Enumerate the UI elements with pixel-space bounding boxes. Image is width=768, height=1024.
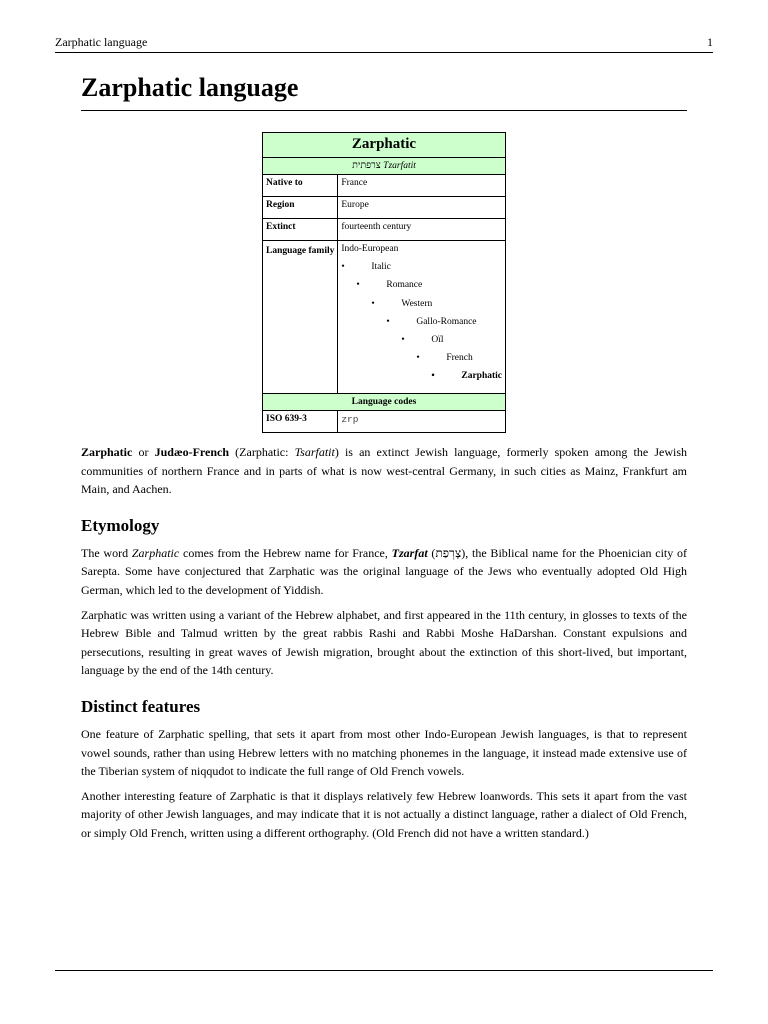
- family-root: Indo-European: [341, 244, 399, 254]
- section-heading-etymology: Etymology: [81, 515, 160, 535]
- infobox-label: Native to: [263, 175, 338, 197]
- family-node: • Italic: [341, 262, 391, 273]
- infobox-label: Extinct: [263, 219, 338, 241]
- infobox-row: [263, 197, 506, 219]
- language-family-tree: [338, 241, 506, 394]
- family-node: • Gallo-Romance: [386, 316, 477, 327]
- intro-paragraph: Zarphatic or Judæo-French (Zarphatic: Tsarfatit) is an extinct Jewish language, formerly spoken among the Jewish communities of northern France and in parts of what is now west-central Germany, in such cities as Mainz, Frankfurt am Main, and Aachen.: [81, 445, 687, 497]
- infobox-value: Europe: [338, 197, 506, 219]
- native-name-latin: Tzarfatit: [383, 161, 416, 171]
- family-node-current: • Zarphatic: [431, 371, 502, 382]
- family-node: • Oïl: [401, 334, 444, 345]
- etymology-paragraph: Zarphatic was written using a variant of the Hebrew alphabet, and first appeared in the 11th century, in glosses to texts of the Hebrew Bible and Talmud written by the great rabbis Rashi and Rabbi Moshe HaDarshan. Constant expulsions and persecutions, resulting in great waves of Jewish migration, brought about the extinction of this short-lived, but important, language by the end of the 14th century.: [81, 607, 687, 678]
- infobox-native-name: [263, 158, 506, 175]
- infobox-label: Region: [263, 197, 338, 219]
- page-number: 1: [707, 35, 713, 49]
- iso-label: ISO 639-3: [263, 410, 338, 432]
- native-name-hebrew: צרפתית: [352, 161, 381, 171]
- article-body: [81, 443, 687, 849]
- infobox-value: fourteenth century: [338, 219, 506, 241]
- infobox-row: [263, 219, 506, 241]
- running-header: [55, 35, 713, 53]
- features-paragraph: One feature of Zarphatic spelling, that sets it apart from most other Indo-European Jewish languages, is that to represent vowel sounds, rather than using Hebrew letters with no matching phonemes in the language, it instead made extensive use of the Tiberian system of niqqudot to indicate the full range of Old French vowels.: [81, 726, 687, 779]
- footer-rule: [55, 970, 713, 971]
- infobox-row: [263, 175, 506, 197]
- family-node: • Western: [371, 298, 433, 309]
- iso-code-link[interactable]: zrp: [338, 410, 506, 432]
- features-paragraph: Another interesting feature of Zarphatic is that it displays relatively few Hebrew loanwords. This sets it apart from the vast majority of other Jewish languages, and may indicate that it is not actually a distinct language, rather a dialect of Old French, or simply Old French, written using a different orthography. (Old French did not have a written standard.): [81, 788, 687, 840]
- infobox-value: France: [338, 175, 506, 197]
- etymology-paragraph: The word Zarphatic comes from the Hebrew name for France, Tzarfat (צָרְפַת), the Biblical name for the Phoenician city of Sarepta. Some have conjectured that Zarphatic was the original language of the Jews who eventually adopted Old High German, which led to the development of Yiddish.: [81, 545, 688, 597]
- family-label: Language family: [263, 241, 338, 394]
- section-heading-distinct-features: Distinct features: [81, 696, 201, 716]
- codes-header: Language codes: [263, 393, 506, 410]
- page-title: Zarphatic language: [81, 72, 687, 111]
- running-title: Zarphatic language: [55, 35, 148, 49]
- language-infobox: [262, 132, 506, 433]
- infobox-title: Zarphatic: [263, 133, 506, 158]
- family-node: • French: [416, 353, 473, 364]
- family-node: • Romance: [356, 280, 423, 291]
